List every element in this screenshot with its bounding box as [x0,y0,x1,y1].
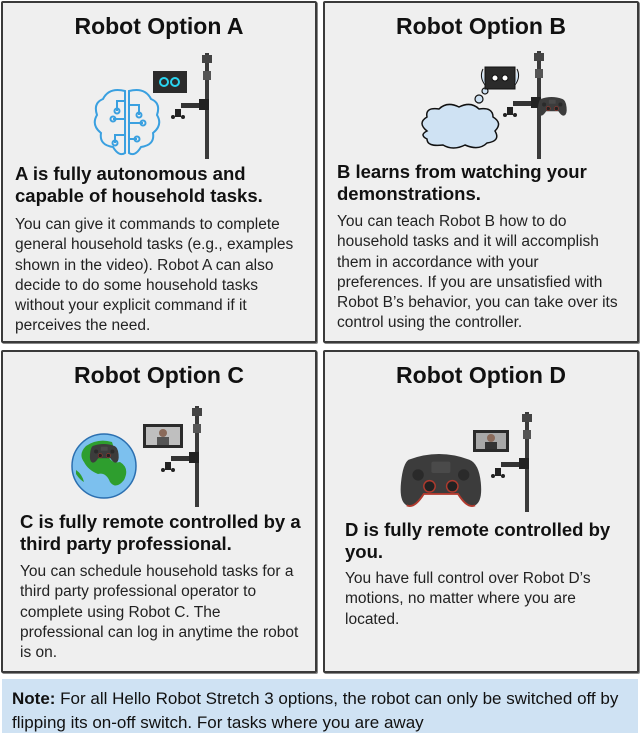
thought-cloud-icon [422,83,499,148]
option-headline: C is fully remote controlled by a third party professional. [20,511,301,554]
robot-option-c-panel [1,350,317,673]
note-text: For all Hello Robot Stretch 3 options, the robot can only be switched off by flipping its on-off switch. For tasks where you are away [12,689,619,732]
game-controller-icon [538,97,567,116]
panel-title: Robot Option A [74,13,244,39]
panel-illustration [325,51,637,159]
option-description: You can schedule household tasks for a third party professional operator to complete using Robot C. The professional can log in anytime the robot is on. [20,563,299,662]
panel-title: Robot Option C [74,362,244,388]
stretch-robot-with-eyes-display-icon [153,53,217,159]
panel-illustration [3,402,315,507]
stretch-robot-video-call-icon [473,412,537,512]
robot-option-b-panel [323,1,639,343]
note-box [2,679,638,733]
panel-title: Robot Option B [396,13,566,39]
globe-with-controller-icon [72,434,136,498]
panel-illustration [325,402,637,512]
circuit-brain-icon [95,90,160,154]
game-controller-icon [401,454,482,506]
option-description: You can teach Robot B how to do household tasks and it will accomplish them in accordance with your preferences. If you are unsatisfied with Robot B’s behavior, you can take over its control using the controller. [337,213,618,332]
robot-option-d-panel [323,350,639,673]
panel-illustration [3,51,315,159]
stretch-robot-video-call-icon [143,406,207,507]
option-description: You can give it commands to complete general household tasks (e.g., examples shown in the video). Robot A can also decide to do some household tasks without your explicit command if it perceives the need. [15,216,294,335]
option-headline: A is fully autonomous and capable of household tasks. [15,163,263,206]
option-description: You have full control over Robot D’s motions, no matter where you are located. [345,570,591,628]
robot-option-a-panel [1,1,317,343]
panel-title: Robot Option D [396,362,566,388]
option-headline: B learns from watching your demonstrations. [337,161,587,204]
option-headline: D is fully remote controlled by you. [345,519,611,562]
note-label: Note: [12,689,56,708]
